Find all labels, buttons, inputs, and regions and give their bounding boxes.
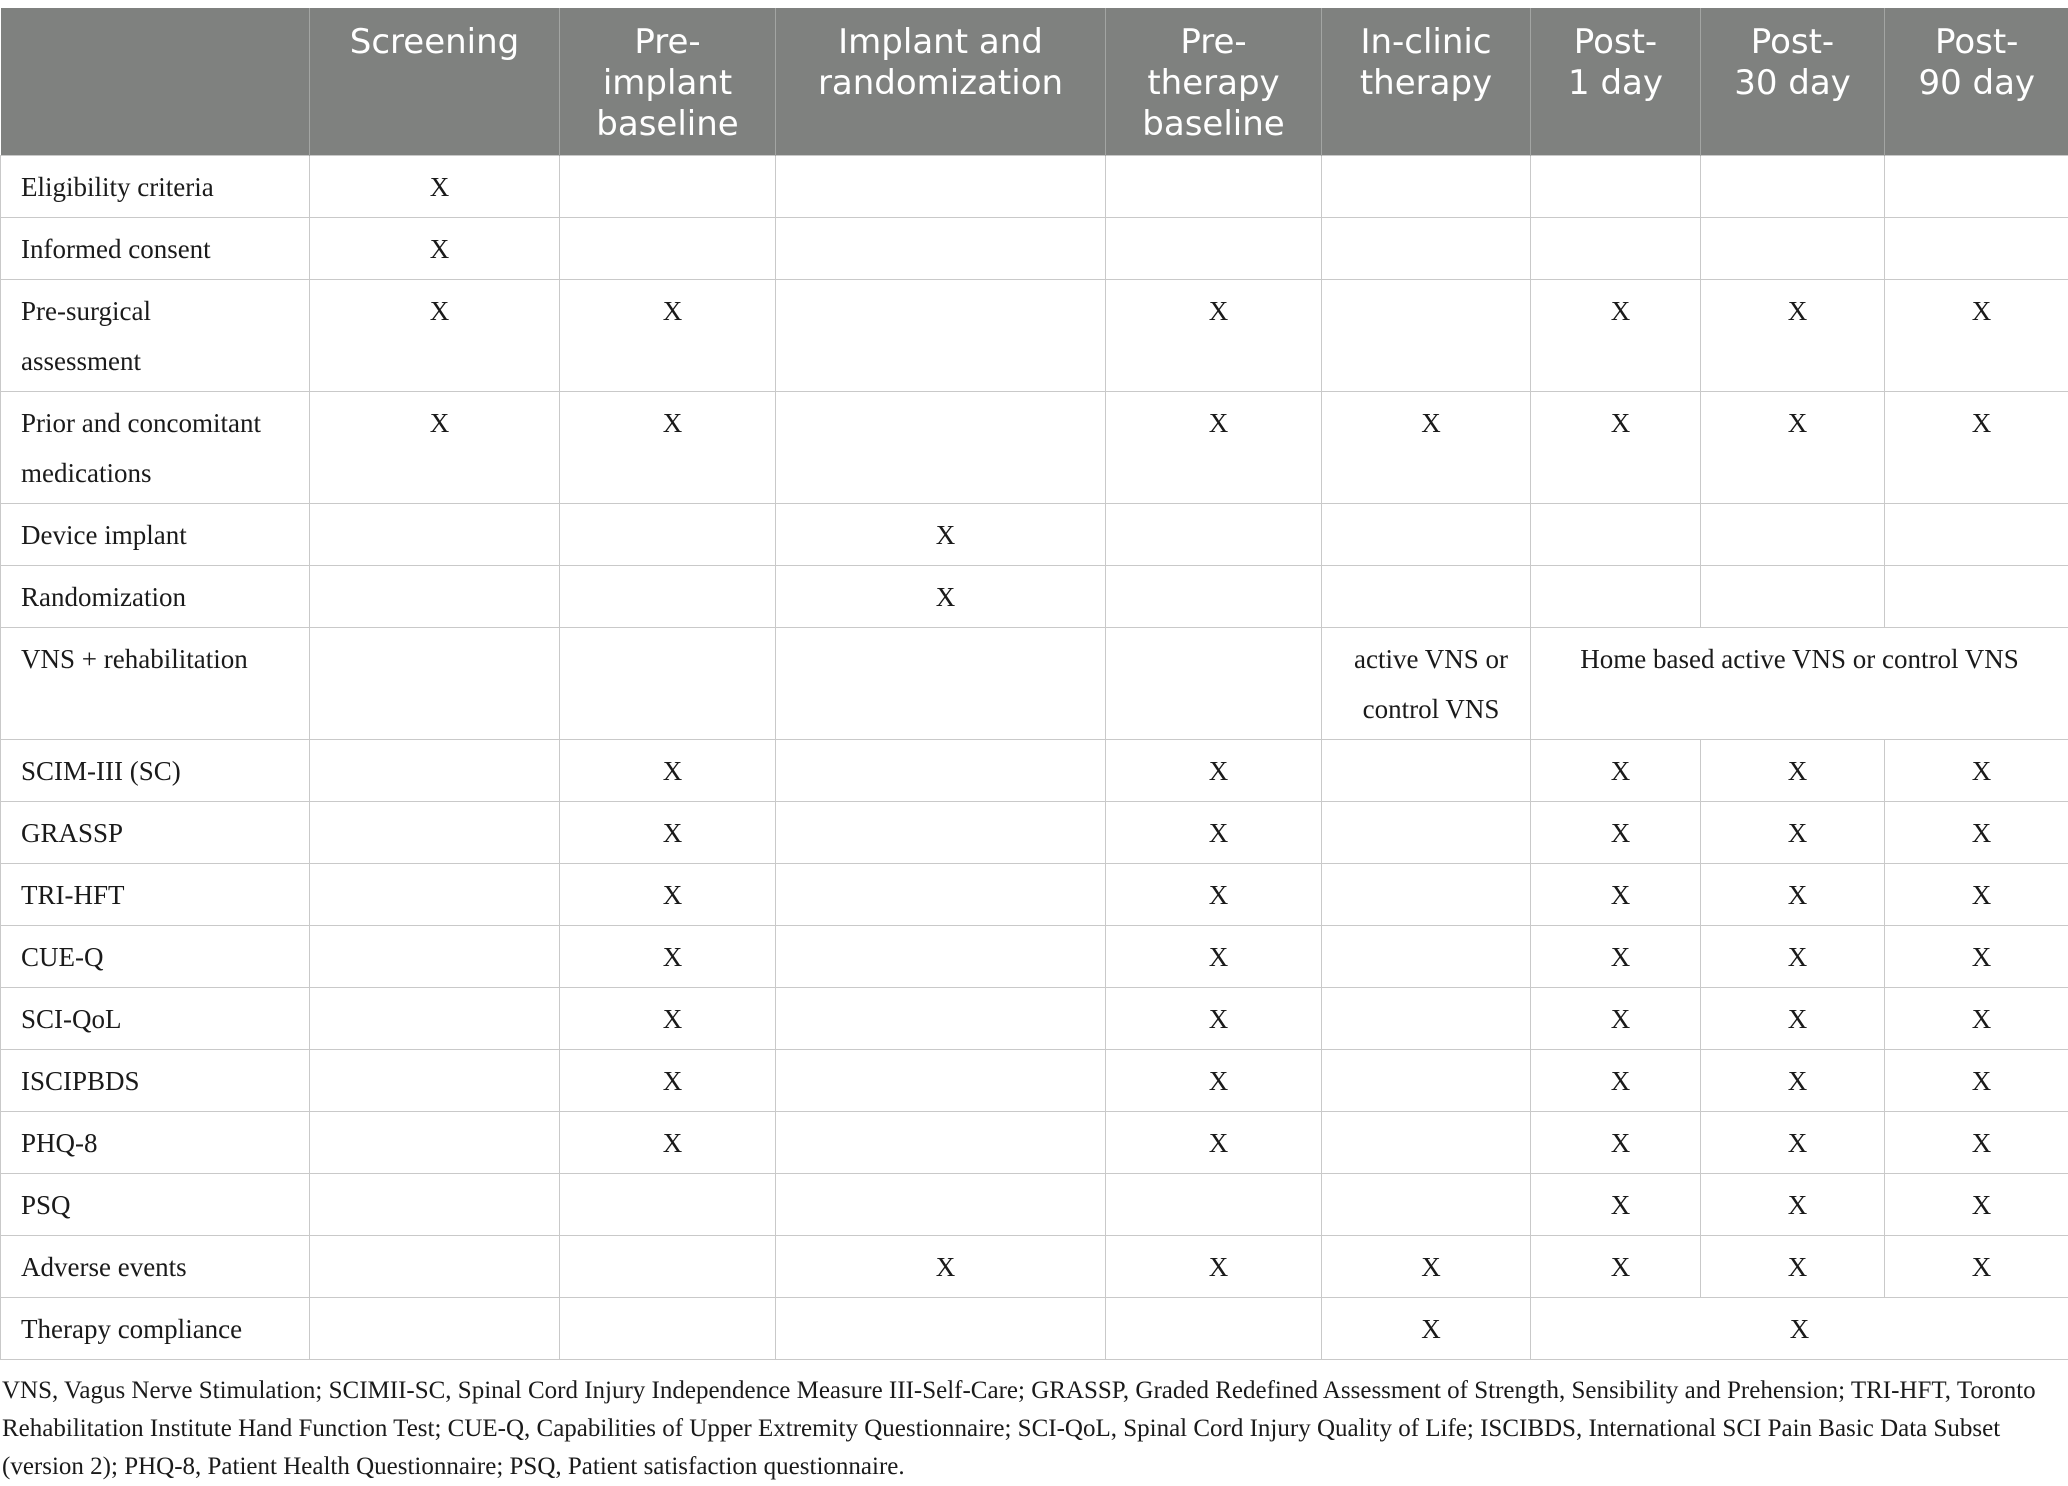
table-row bbox=[1, 504, 2068, 566]
table-cell: X bbox=[1106, 988, 1322, 1050]
table-cell: X bbox=[1106, 1112, 1322, 1174]
table-cell: X bbox=[1885, 864, 2068, 926]
table-cell bbox=[776, 1112, 1106, 1174]
table-cell bbox=[776, 988, 1106, 1050]
table-cell: X bbox=[1885, 740, 2068, 802]
table-cell bbox=[310, 1112, 560, 1174]
table-cell bbox=[1322, 566, 1531, 628]
table-cell bbox=[310, 1174, 560, 1236]
table-cell bbox=[560, 1298, 776, 1360]
table-cell: X bbox=[1322, 1236, 1531, 1298]
table-cell bbox=[1322, 740, 1531, 802]
table-cell: X bbox=[1885, 392, 2068, 504]
table-cell: X bbox=[560, 1112, 776, 1174]
table-cell: X bbox=[1531, 1050, 1701, 1112]
table-cell bbox=[560, 504, 776, 566]
table-cell: X bbox=[1106, 926, 1322, 988]
row-label: GRASSP bbox=[1, 802, 310, 864]
schedule-of-assessments bbox=[0, 8, 2068, 1486]
table-cell: X bbox=[560, 988, 776, 1050]
table-cell: X bbox=[1531, 740, 1701, 802]
table-cell: X bbox=[1701, 1236, 1885, 1298]
table-cell: X bbox=[1885, 802, 2068, 864]
table-cell: X bbox=[560, 740, 776, 802]
table-cell: X bbox=[560, 392, 776, 504]
table-cell bbox=[776, 218, 1106, 280]
table-cell bbox=[1885, 218, 2068, 280]
table-cell bbox=[560, 566, 776, 628]
table-body bbox=[1, 156, 2068, 1360]
table-cell bbox=[310, 988, 560, 1050]
table-cell bbox=[1885, 156, 2068, 218]
table-cell: X bbox=[560, 280, 776, 392]
table-cell bbox=[560, 1236, 776, 1298]
table-cell bbox=[1322, 156, 1531, 218]
table-row bbox=[1, 988, 2068, 1050]
table-cell: X bbox=[1701, 802, 1885, 864]
table-cell bbox=[776, 740, 1106, 802]
table-cell: X bbox=[1106, 1236, 1322, 1298]
table-span-cell: X bbox=[1531, 1298, 2068, 1360]
table-cell: X bbox=[1701, 1050, 1885, 1112]
table-cell: X bbox=[1701, 740, 1885, 802]
header-blank bbox=[1, 8, 310, 156]
header-pre-implant-baseline: Pre- implant baseline bbox=[560, 8, 776, 156]
table-cell bbox=[776, 802, 1106, 864]
table-cell bbox=[1701, 218, 1885, 280]
table-cell: X bbox=[1531, 280, 1701, 392]
table-cell bbox=[1531, 566, 1701, 628]
row-label: VNS + rehabilitation bbox=[1, 628, 310, 740]
table-cell bbox=[1885, 566, 2068, 628]
table-cell bbox=[560, 1174, 776, 1236]
table-row bbox=[1, 1112, 2068, 1174]
table-row bbox=[1, 864, 2068, 926]
table-cell bbox=[776, 280, 1106, 392]
table-cell bbox=[1106, 628, 1322, 740]
row-label: Prior and concomitant medications bbox=[1, 392, 310, 504]
table-cell: X bbox=[1531, 864, 1701, 926]
table-span-cell: Home based active VNS or control VNS bbox=[1531, 628, 2068, 740]
row-label: SCI-QoL bbox=[1, 988, 310, 1050]
table-cell: active VNS or control VNS bbox=[1322, 628, 1531, 740]
table-row bbox=[1, 628, 2068, 740]
table-cell bbox=[1106, 218, 1322, 280]
row-label: ISCIPBDS bbox=[1, 1050, 310, 1112]
table-cell bbox=[560, 218, 776, 280]
table-cell bbox=[1322, 280, 1531, 392]
table-cell bbox=[1322, 926, 1531, 988]
table-cell: X bbox=[1531, 988, 1701, 1050]
row-label: PHQ-8 bbox=[1, 1112, 310, 1174]
row-label: SCIM-III (SC) bbox=[1, 740, 310, 802]
table-cell bbox=[1106, 566, 1322, 628]
row-label: Eligibility criteria bbox=[1, 156, 310, 218]
table-cell bbox=[310, 504, 560, 566]
table-cell: X bbox=[1106, 392, 1322, 504]
header-screening: Screening bbox=[310, 8, 560, 156]
row-label: Informed consent bbox=[1, 218, 310, 280]
table-cell bbox=[1322, 802, 1531, 864]
table-cell: X bbox=[1531, 1236, 1701, 1298]
table-row bbox=[1, 156, 2068, 218]
table-cell: X bbox=[776, 566, 1106, 628]
table-row bbox=[1, 1174, 2068, 1236]
table-cell bbox=[310, 1298, 560, 1360]
table-cell bbox=[1322, 988, 1531, 1050]
row-label: Randomization bbox=[1, 566, 310, 628]
table-cell: X bbox=[1322, 1298, 1531, 1360]
table-cell bbox=[1701, 566, 1885, 628]
header-post-1-day: Post- 1 day bbox=[1531, 8, 1701, 156]
table-cell: X bbox=[1701, 280, 1885, 392]
table-cell: X bbox=[1106, 1050, 1322, 1112]
table-cell bbox=[776, 628, 1106, 740]
table-cell: X bbox=[1322, 392, 1531, 504]
table-cell bbox=[1322, 218, 1531, 280]
table-cell bbox=[1322, 864, 1531, 926]
header-in-clinic-therapy: In-clinic therapy bbox=[1322, 8, 1531, 156]
table-cell: X bbox=[560, 864, 776, 926]
header-implant-randomization: Implant and randomization bbox=[776, 8, 1106, 156]
row-label: CUE-Q bbox=[1, 926, 310, 988]
table-cell: X bbox=[310, 218, 560, 280]
row-label: TRI-HFT bbox=[1, 864, 310, 926]
table-row bbox=[1, 802, 2068, 864]
header-pre-therapy-baseline: Pre- therapy baseline bbox=[1106, 8, 1322, 156]
table-row bbox=[1, 218, 2068, 280]
table-cell bbox=[776, 864, 1106, 926]
table-cell bbox=[310, 864, 560, 926]
header-post-90-day: Post- 90 day bbox=[1885, 8, 2068, 156]
table-cell: X bbox=[1106, 740, 1322, 802]
table-cell bbox=[776, 926, 1106, 988]
table-row bbox=[1, 1298, 2068, 1360]
table-cell bbox=[1106, 156, 1322, 218]
table-cell: X bbox=[776, 1236, 1106, 1298]
table-cell: X bbox=[1701, 926, 1885, 988]
table-cell: X bbox=[776, 504, 1106, 566]
assessment-table bbox=[0, 8, 2068, 1360]
row-label: Adverse events bbox=[1, 1236, 310, 1298]
header-post-30-day: Post- 30 day bbox=[1701, 8, 1885, 156]
table-cell: X bbox=[1701, 392, 1885, 504]
table-cell: X bbox=[1885, 1050, 2068, 1112]
table-cell bbox=[310, 566, 560, 628]
table-row bbox=[1, 566, 2068, 628]
table-cell: X bbox=[1701, 864, 1885, 926]
table-cell bbox=[776, 392, 1106, 504]
table-cell bbox=[1531, 504, 1701, 566]
table-cell bbox=[1531, 156, 1701, 218]
table-cell: X bbox=[1701, 1174, 1885, 1236]
table-cell: X bbox=[1885, 280, 2068, 392]
table-cell: X bbox=[1885, 1112, 2068, 1174]
table-row bbox=[1, 1236, 2068, 1298]
table-cell: X bbox=[1531, 926, 1701, 988]
table-cell bbox=[776, 156, 1106, 218]
table-cell bbox=[560, 628, 776, 740]
row-label: Pre-surgical assessment bbox=[1, 280, 310, 392]
table-cell: X bbox=[1531, 1112, 1701, 1174]
table-cell: X bbox=[560, 1050, 776, 1112]
table-cell bbox=[310, 1050, 560, 1112]
table-cell: X bbox=[310, 392, 560, 504]
table-cell: X bbox=[1531, 1174, 1701, 1236]
table-cell bbox=[1106, 504, 1322, 566]
table-cell bbox=[1701, 504, 1885, 566]
table-row bbox=[1, 926, 2068, 988]
table-cell bbox=[310, 628, 560, 740]
table-cell bbox=[776, 1174, 1106, 1236]
table-cell: X bbox=[560, 802, 776, 864]
table-cell: X bbox=[1106, 280, 1322, 392]
table-row bbox=[1, 740, 2068, 802]
table-cell bbox=[310, 802, 560, 864]
table-cell bbox=[1322, 1112, 1531, 1174]
table-cell bbox=[1322, 1174, 1531, 1236]
table-cell: X bbox=[1885, 1236, 2068, 1298]
table-row bbox=[1, 1050, 2068, 1112]
table-cell bbox=[1322, 1050, 1531, 1112]
table-cell: X bbox=[1531, 392, 1701, 504]
row-label: Device implant bbox=[1, 504, 310, 566]
header-row bbox=[1, 8, 2068, 156]
table-cell bbox=[1106, 1298, 1322, 1360]
table-cell: X bbox=[560, 926, 776, 988]
table-cell bbox=[1701, 156, 1885, 218]
table-cell: X bbox=[1701, 1112, 1885, 1174]
table-cell bbox=[310, 740, 560, 802]
table-cell: X bbox=[1701, 988, 1885, 1050]
table-cell bbox=[1106, 1174, 1322, 1236]
table-cell: X bbox=[1106, 864, 1322, 926]
table-row bbox=[1, 392, 2068, 504]
table-cell bbox=[1322, 504, 1531, 566]
table-footnote: VNS, Vagus Nerve Stimulation; SCIMII-SC, Spinal Cord Injury Independence Measure III-Self-Care; GRASSP, Graded Redefined Assessment of Strength, Sensibility and Prehension; TRI-HFT, Toronto Rehabilitation Institute Hand Function Test; CUE-Q, Capabilities of Upper Extremity Questionnaire; SCI-QoL, Spinal Cord Injury Quality of Life; ISCIBDS, International SCI Pain Basic Data Subset (version 2); PHQ-8, Patient Health Questionnaire; PSQ, Patient satisfaction questionnaire. bbox=[0, 1372, 2052, 1486]
table-cell: X bbox=[1531, 802, 1701, 864]
table-cell bbox=[776, 1298, 1106, 1360]
table-cell bbox=[1531, 218, 1701, 280]
table-cell bbox=[1885, 504, 2068, 566]
table-cell bbox=[310, 926, 560, 988]
table-cell: X bbox=[310, 156, 560, 218]
table-cell: X bbox=[1106, 802, 1322, 864]
table-row bbox=[1, 280, 2068, 392]
table-cell: X bbox=[1885, 926, 2068, 988]
table-cell: X bbox=[310, 280, 560, 392]
row-label: PSQ bbox=[1, 1174, 310, 1236]
table-cell: X bbox=[1885, 1174, 2068, 1236]
table-cell: X bbox=[1885, 988, 2068, 1050]
table-cell bbox=[310, 1236, 560, 1298]
row-label: Therapy compliance bbox=[1, 1298, 310, 1360]
table-cell bbox=[560, 156, 776, 218]
table-cell bbox=[776, 1050, 1106, 1112]
